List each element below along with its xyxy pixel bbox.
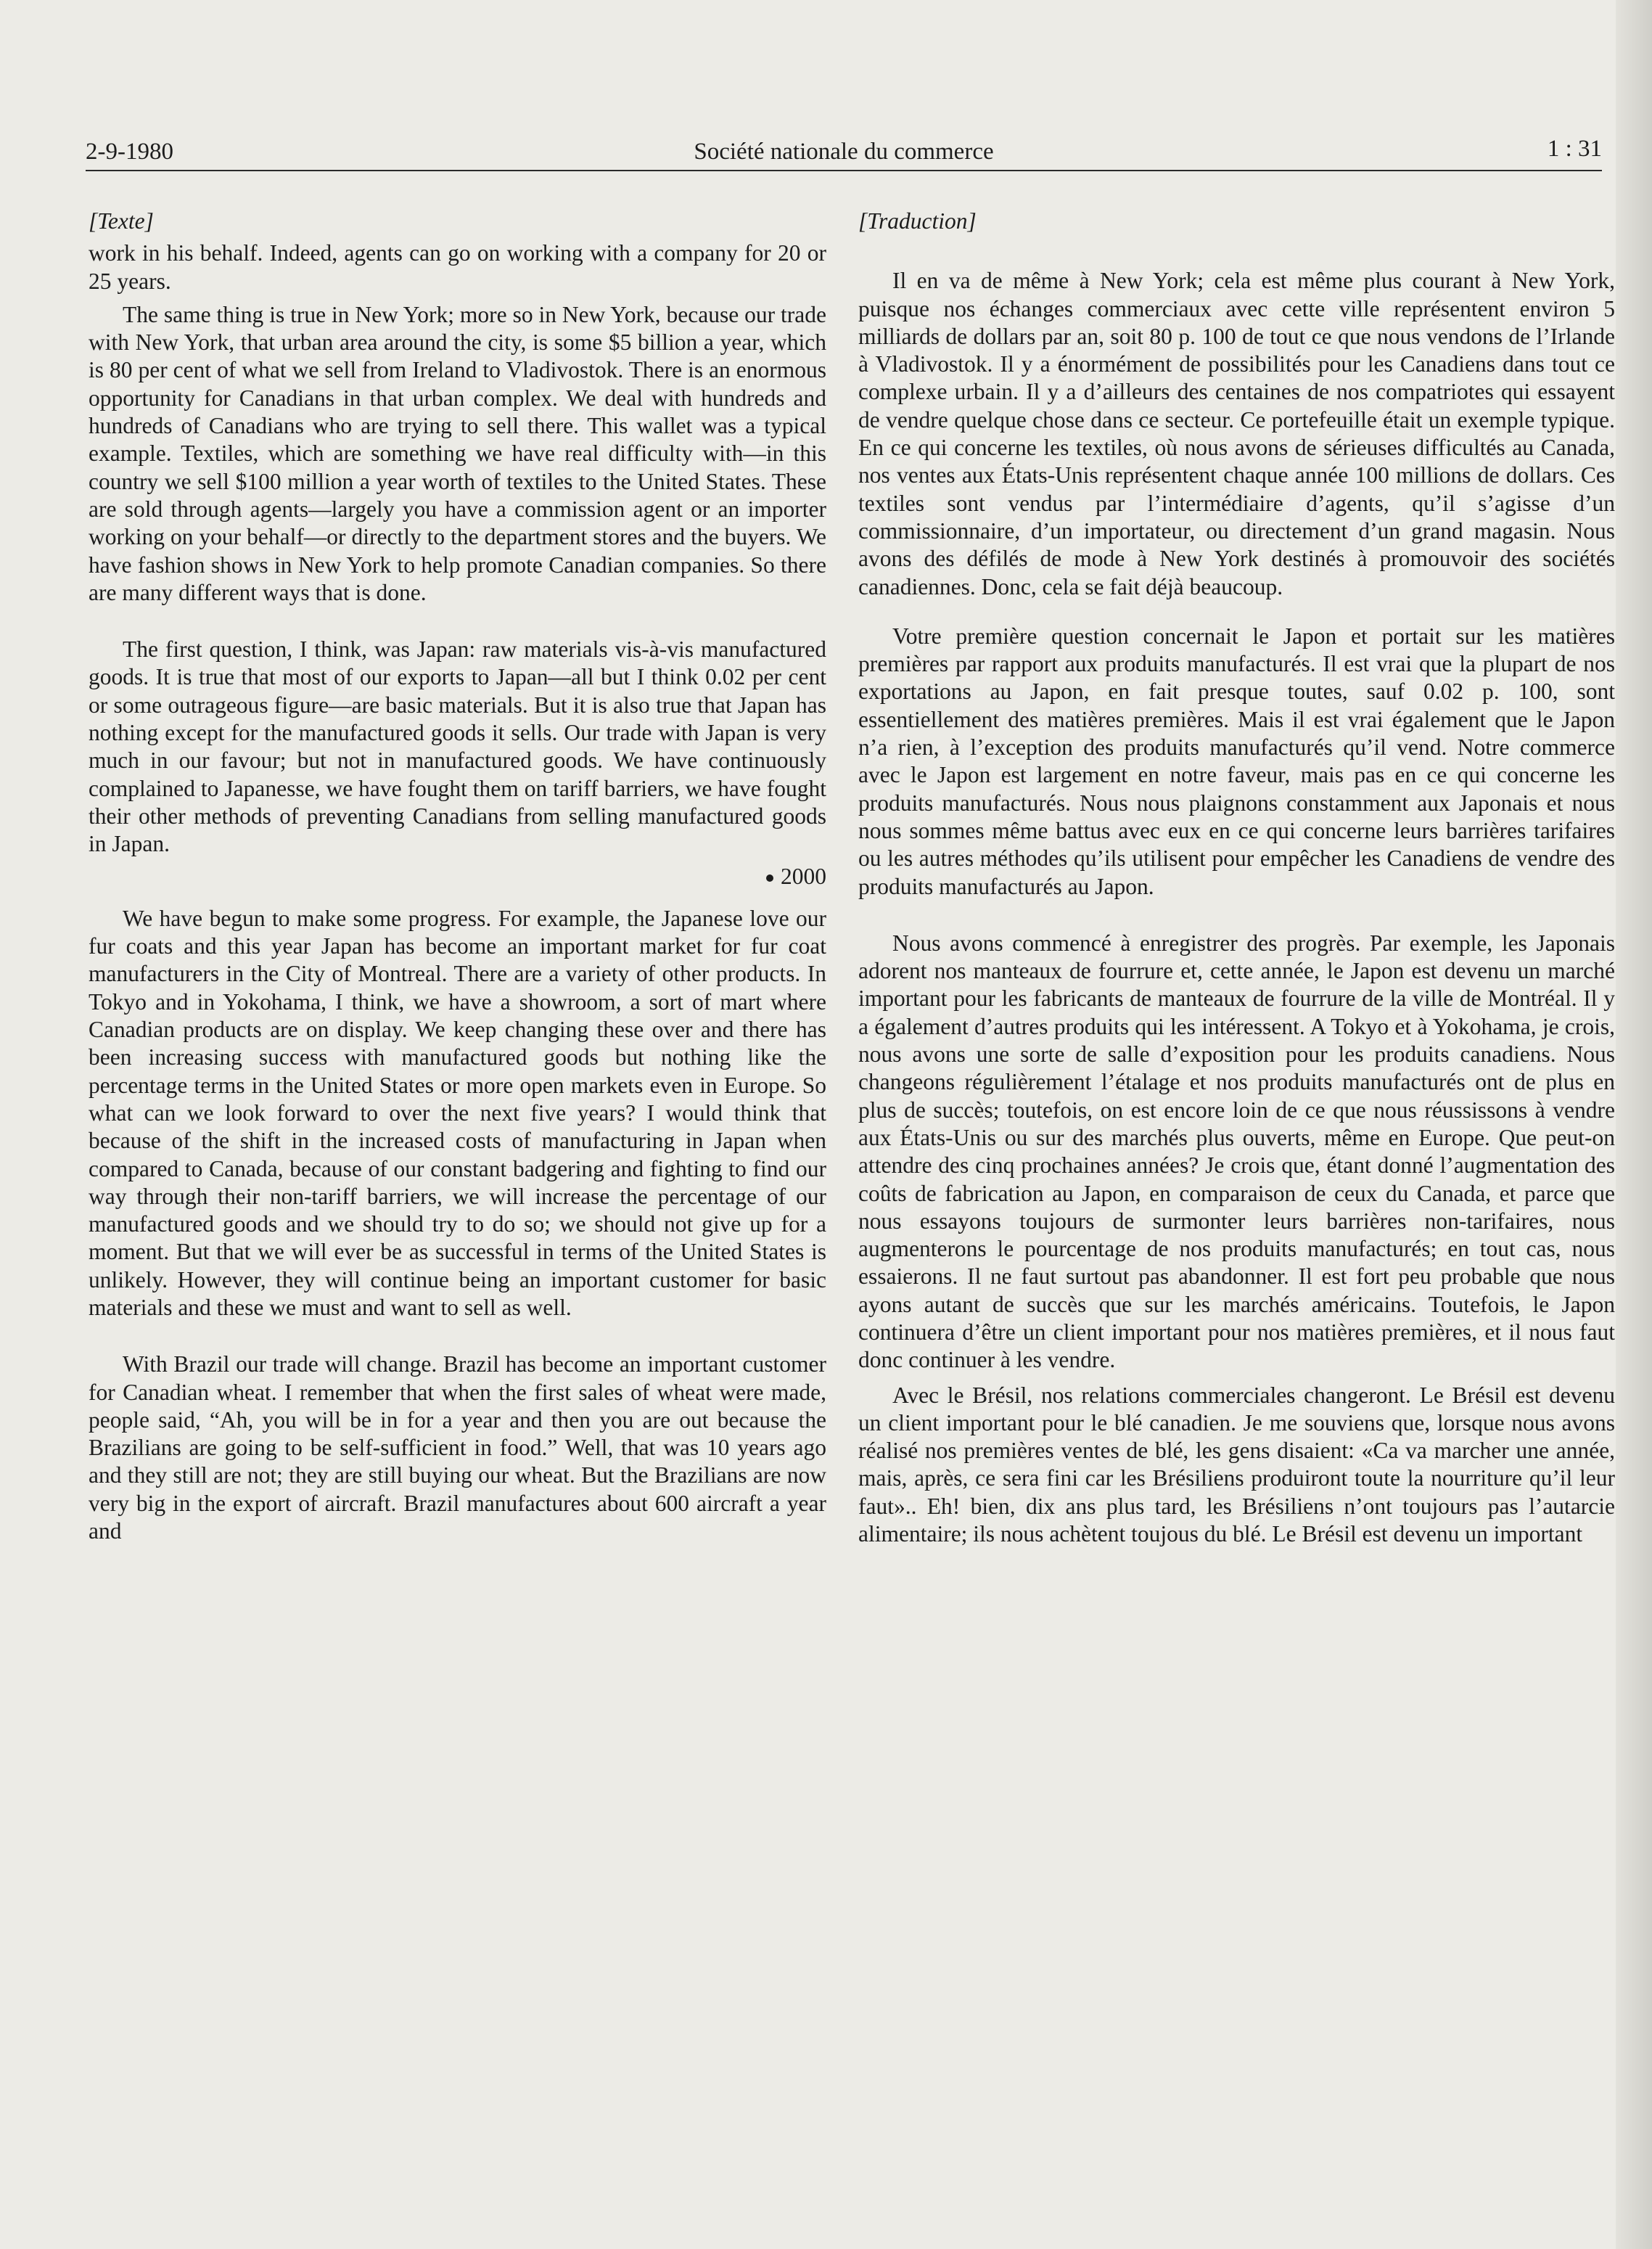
paragraph: The first question, I think, was Japan: raw materials vis-à-vis manufactured goods. It is true that most of our exports to Japan—all but I think 0.02 per cent or some outrageous figure—are basic materials. But it is also true that Japan has nothing except for the manufactured goods it sells. Our trade with Japan is very much in our favour; but not in manufactured goods. We have continuously complained to Japanesse, we have fought them on tariff barriers, we have fought their other methods of preventing Canadians from selling manufactured goods in Japan. [89,636,826,857]
paragraph: Avec le Brésil, nos relations commerciales changeront. Le Brésil est devenu un client important pour le blé canadien. Je me souviens que, lorsque nous avons réalisé nos premières ventes de blé, les gens disaient: «Ca va marcher une année, mais, après, ce sera fini car les Brésiliens produiront toute la nourriture qu’il leur faut».. Eh! bien, dix ans plus tard, les Brésiliens n’ont toujours pas l’autarcie alimentaire; ils nous achètent toujous du blé. Le Brésil est devenu un important [858,1382,1615,1547]
timecode-value: 2000 [781,863,826,889]
page-edge [1616,0,1652,2249]
paragraph: Votre première question concernait le Japon et portait sur les matières premières par rapport aux produits manufacturés. Il est vrai que la plupart de nos exportations au Japon, en fait presque toutes, sauf 0.02 p. 100, sont essentiellement des matières premières. Mais il est vrai également que le Japon n’a rien, à l’exception des produits manufacturés qu’il vend. Notre commerce avec le Japon est largement en notre faveur, mais pas en ce qui concerne les produits manufacturés. Nous nous plaignons constamment aux Japonais et nous nous sommes même battus avec eux en ce qui concerne leurs barrières tarifaires ou les autres méthodes qu’ils utilisent pour empêcher les Canadiens de vendre des produits manufacturés au Japon. [858,623,1615,899]
paragraph: The same thing is true in New York; more so in New York, because our trade with New York, that urban area around the city, is some $5 billion a year, which is 80 per cent of what we sell from Ireland to Vladivostok. There is an enormous opportunity for Canadians in that urban complex. We deal with hundreds and hundreds of Canadians who are trying to sell there. This wallet was a typical example. Textiles, which are something we have real difficulty with—in this country we sell $100 million a year worth of textiles to the United States. These are sold through agents—largely you have a commission agent or an importer working on your behalf—or directly to the department stores and the buyers. We have fashion shows in New York to help promote Canadian companies. So there are many different ways that is done. [89,301,826,605]
header-date: 2-9-1980 [86,139,173,165]
bullet-icon [766,874,773,882]
paragraph: Nous avons commencé à enregistrer des progrès. Par exemple, les Japonais adorent nos manteaux de fourrure et, cette année, le Japon est devenu un marché important pour les fabricants de manteaux de fourrure de la ville de Montréal. Il y a également d’autres produits qui les intéressent. A Tokyo et à Yokohama, je crois, nous avons une sorte de salle d’exposition pour les produits canadiens. Nous changeons régulièrement l’étalage et nos produits manufacturés ont de plus en plus de succès; toutefois, on est encore loin de ce que nous réussissons à vendre aux États-Unis ou sur des marchés plus ouverts, même en Europe. Que peut-on attendre des cinq prochaines années? Je crois que, étant donné l’augmentation des coûts de fabrication au Japon, en comparaison de ceux du Canada, et parce que nous essayons toujours de surmonter leurs barrières non-tarifaires, nous augmenterons le pourcentage de nos produits manufacturés; en tout cas, nous essaierons. Il ne faut surtout pas abandonner. Il est fort peu probable que nous ayons autant de succès que sur les marchés américains. Toutefois, le Japon continuera d’être un client important pour nos matières premières, et il nous faut donc continuer à les vendre. [858,930,1615,1373]
header-title: Société nationale du commerce [694,139,994,165]
timecode [89,863,826,890]
page-number: 1 : 31 [1547,136,1602,162]
paragraph: work in his behalf. Indeed, agents can go on working with a company for 20 or 25 years. [89,240,826,294]
paragraph: With Brazil our trade will change. Brazil has become an important customer for Canadian wheat. I remember that when the first sales of wheat were made, people said, “Ah, you will be in for a year and then you are out because the Brazilians are going to be self-sufficient in food.” Well, that was 10 years ago and they still are not; they are still buying our wheat. But the Brazilians are now very big in the export of aircraft. Brazil manufactures about 600 aircraft a year and [89,1351,826,1544]
page-header [86,129,1602,170]
paragraph: We have begun to make some progress. For example, the Japanese love our fur coats and this year Japan has become an important market for fur coat manufacturers in the City of Montreal. There are a variety of other products. In Tokyo and in Yokohama, I think, we have a showroom, a sort of mart where Canadian products are on display. We keep changing these over and there has been increasing success with manufactured goods but nothing like the percentage terms in the United States or more open markets even in Europe. So what can we look forward to over the next five years? I would think that because of the shift in the increased costs of manufacturing in Japan when compared to Canada, because of our constant badgering and fighting to find our way through their non-tariff barriers, we will increase the percentage of our manufactured goods and we should try to do so; we should not give up for a moment. But that we will ever be as successful in terms of the United States is unlikely. However, they will continue being an important customer for basic materials and these we must and want to sell as well. [89,905,826,1320]
french-column [858,208,1615,1548]
header-rule [86,170,1602,171]
english-column [89,208,826,1545]
paragraph: Il en va de même à New York; cela est même plus courant à New York, puisque nos échanges commerciaux avec cette ville représentent environ 5 milliards de dollars par an, soit 80 p. 100 de tout ce que nous vendons de l’Irlande à Vladivostok. Il y a énormément de possibilités pour les Canadiens dans tout ce complexe urbain. Il y a d’ailleurs des centaines de nos compatriotes qui essayent de vendre quelque chose dans ce secteur. Ce portefeuille était un exemple typique. En ce qui concerne les textiles, où nous avons de sérieuses difficultés au Canada, nos ventes aux États-Unis représentent chaque année 100 millions de dollars. Ces textiles sont vendus par l’intermédiaire d’agents, qu’il s’agisse d’un commissionnaire, d’un importateur, ou directement d’un grand magasin. Nous avons des défilés de mode à New York destinés à promouvoir des sociétés canadiennes. Donc, cela se fait déjà beaucoup. [858,268,1615,599]
translation-label: [Traduction] [858,208,977,234]
text-label: [Texte] [89,208,154,234]
